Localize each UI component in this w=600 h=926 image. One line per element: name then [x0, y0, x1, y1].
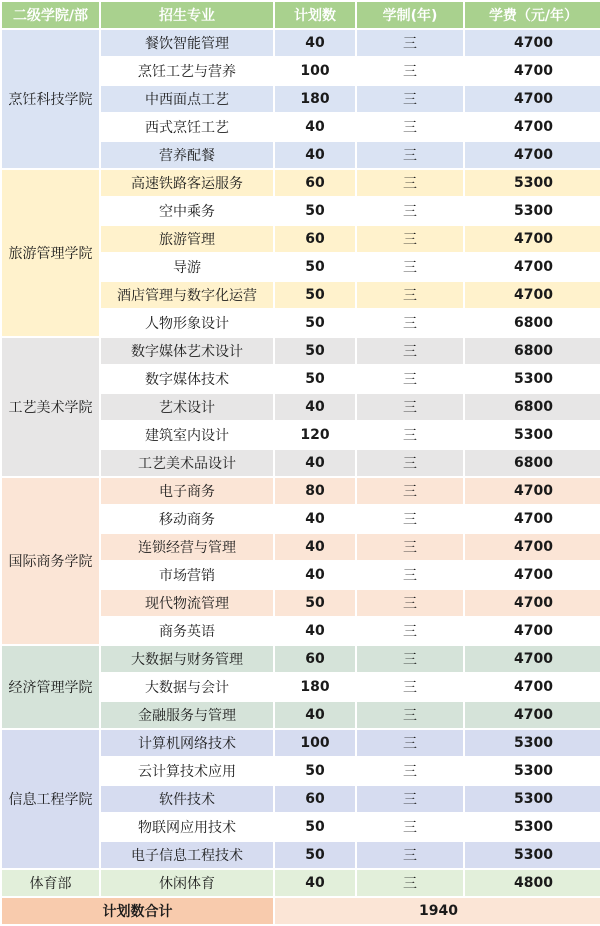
fee-cell: 4700 [465, 58, 600, 84]
major-cell: 休闲体育 [101, 870, 273, 896]
years-cell: 三 [357, 870, 463, 896]
table-body [2, 30, 600, 896]
fee-cell: 5300 [465, 170, 600, 196]
header-years: 学制(年) [357, 2, 463, 28]
fee-cell: 5300 [465, 366, 600, 392]
years-cell: 三 [357, 730, 463, 756]
fee-cell: 4700 [465, 562, 600, 588]
years-cell: 三 [357, 506, 463, 532]
major-cell: 人物形象设计 [101, 310, 273, 336]
major-cell: 高速铁路客运服务 [101, 170, 273, 196]
fee-cell: 4700 [465, 506, 600, 532]
major-cell: 导游 [101, 254, 273, 280]
plan-cell: 40 [275, 562, 355, 588]
fee-cell: 6800 [465, 450, 600, 476]
years-cell: 三 [357, 254, 463, 280]
plan-cell: 100 [275, 58, 355, 84]
years-cell: 三 [357, 226, 463, 252]
fee-cell: 4700 [465, 618, 600, 644]
years-cell: 三 [357, 786, 463, 812]
plan-cell: 180 [275, 86, 355, 112]
fee-cell: 4700 [465, 86, 600, 112]
major-cell: 烹饪工艺与营养 [101, 58, 273, 84]
years-cell: 三 [357, 282, 463, 308]
fee-cell: 5300 [465, 842, 600, 868]
plan-cell: 50 [275, 282, 355, 308]
years-cell: 三 [357, 114, 463, 140]
plan-cell: 50 [275, 366, 355, 392]
table-row [2, 870, 600, 896]
plan-cell: 40 [275, 394, 355, 420]
plan-cell: 120 [275, 422, 355, 448]
dept-cell: 体育部 [2, 870, 99, 896]
plan-cell: 50 [275, 842, 355, 868]
fee-cell: 5300 [465, 814, 600, 840]
plan-cell: 40 [275, 30, 355, 56]
plan-cell: 50 [275, 254, 355, 280]
fee-cell: 5300 [465, 730, 600, 756]
total-label: 计划数合计 [2, 898, 273, 924]
fee-cell: 4700 [465, 282, 600, 308]
header-major: 招生专业 [101, 2, 273, 28]
fee-cell: 4700 [465, 478, 600, 504]
plan-cell: 40 [275, 702, 355, 728]
header-fee: 学费（元/年） [465, 2, 600, 28]
years-cell: 三 [357, 310, 463, 336]
major-cell: 软件技术 [101, 786, 273, 812]
table-row [2, 30, 600, 56]
years-cell: 三 [357, 198, 463, 224]
fee-cell: 4700 [465, 702, 600, 728]
fee-cell: 4700 [465, 590, 600, 616]
fee-cell: 4800 [465, 870, 600, 896]
major-cell: 电子信息工程技术 [101, 842, 273, 868]
plan-cell: 50 [275, 814, 355, 840]
plan-cell: 50 [275, 338, 355, 364]
major-cell: 市场营销 [101, 562, 273, 588]
years-cell: 三 [357, 842, 463, 868]
major-cell: 数字媒体艺术设计 [101, 338, 273, 364]
dept-cell: 旅游管理学院 [2, 170, 99, 336]
plan-cell: 40 [275, 142, 355, 168]
dept-cell: 国际商务学院 [2, 478, 99, 644]
fee-cell: 6800 [465, 310, 600, 336]
major-cell: 大数据与会计 [101, 674, 273, 700]
table-row [2, 338, 600, 364]
fee-cell: 5300 [465, 786, 600, 812]
table-row [2, 170, 600, 196]
major-cell: 物联网应用技术 [101, 814, 273, 840]
plan-cell: 40 [275, 506, 355, 532]
plan-cell: 40 [275, 534, 355, 560]
major-cell: 旅游管理 [101, 226, 273, 252]
major-cell: 西式烹饪工艺 [101, 114, 273, 140]
header-plan: 计划数 [275, 2, 355, 28]
years-cell: 三 [357, 30, 463, 56]
years-cell: 三 [357, 590, 463, 616]
plan-cell: 50 [275, 590, 355, 616]
major-cell: 电子商务 [101, 478, 273, 504]
years-cell: 三 [357, 618, 463, 644]
major-cell: 云计算技术应用 [101, 758, 273, 784]
major-cell: 酒店管理与数字化运营 [101, 282, 273, 308]
major-cell: 空中乘务 [101, 198, 273, 224]
major-cell: 艺术设计 [101, 394, 273, 420]
table-row [2, 478, 600, 504]
years-cell: 三 [357, 646, 463, 672]
years-cell: 三 [357, 562, 463, 588]
plan-cell: 60 [275, 170, 355, 196]
fee-cell: 4700 [465, 114, 600, 140]
years-cell: 三 [357, 58, 463, 84]
total-row [2, 898, 600, 924]
header-row [2, 2, 600, 28]
major-cell: 连锁经营与管理 [101, 534, 273, 560]
fee-cell: 5300 [465, 198, 600, 224]
dept-cell: 经济管理学院 [2, 646, 99, 728]
major-cell: 建筑室内设计 [101, 422, 273, 448]
dept-cell: 工艺美术学院 [2, 338, 99, 476]
plan-cell: 60 [275, 786, 355, 812]
fee-cell: 5300 [465, 422, 600, 448]
years-cell: 三 [357, 478, 463, 504]
major-cell: 移动商务 [101, 506, 273, 532]
fee-cell: 4700 [465, 674, 600, 700]
years-cell: 三 [357, 450, 463, 476]
major-cell: 现代物流管理 [101, 590, 273, 616]
fee-cell: 6800 [465, 394, 600, 420]
years-cell: 三 [357, 702, 463, 728]
years-cell: 三 [357, 366, 463, 392]
plan-cell: 50 [275, 310, 355, 336]
plan-cell: 40 [275, 870, 355, 896]
major-cell: 商务英语 [101, 618, 273, 644]
fee-cell: 4700 [465, 646, 600, 672]
dept-cell: 烹饪科技学院 [2, 30, 99, 168]
years-cell: 三 [357, 534, 463, 560]
plan-cell: 50 [275, 198, 355, 224]
fee-cell: 6800 [465, 338, 600, 364]
plan-cell: 50 [275, 758, 355, 784]
plan-cell: 40 [275, 618, 355, 644]
fee-cell: 4700 [465, 30, 600, 56]
years-cell: 三 [357, 142, 463, 168]
plan-cell: 60 [275, 226, 355, 252]
years-cell: 三 [357, 170, 463, 196]
fee-cell: 4700 [465, 254, 600, 280]
fee-cell: 4700 [465, 226, 600, 252]
plan-cell: 60 [275, 646, 355, 672]
major-cell: 数字媒体技术 [101, 366, 273, 392]
years-cell: 三 [357, 758, 463, 784]
major-cell: 计算机网络技术 [101, 730, 273, 756]
major-cell: 大数据与财务管理 [101, 646, 273, 672]
table-row [2, 646, 600, 672]
dept-cell: 信息工程学院 [2, 730, 99, 868]
fee-cell: 4700 [465, 534, 600, 560]
major-cell: 餐饮智能管理 [101, 30, 273, 56]
major-cell: 金融服务与管理 [101, 702, 273, 728]
major-cell: 工艺美术品设计 [101, 450, 273, 476]
years-cell: 三 [357, 86, 463, 112]
years-cell: 三 [357, 394, 463, 420]
years-cell: 三 [357, 814, 463, 840]
header-dept: 二级学院/部 [2, 2, 99, 28]
table-row [2, 730, 600, 756]
plan-cell: 40 [275, 114, 355, 140]
years-cell: 三 [357, 338, 463, 364]
years-cell: 三 [357, 674, 463, 700]
years-cell: 三 [357, 422, 463, 448]
plan-cell: 40 [275, 450, 355, 476]
major-cell: 中西面点工艺 [101, 86, 273, 112]
fee-cell: 4700 [465, 142, 600, 168]
total-value: 1940 [275, 898, 600, 924]
plan-cell: 180 [275, 674, 355, 700]
major-cell: 营养配餐 [101, 142, 273, 168]
plan-cell: 80 [275, 478, 355, 504]
fee-cell: 5300 [465, 758, 600, 784]
plan-cell: 100 [275, 730, 355, 756]
